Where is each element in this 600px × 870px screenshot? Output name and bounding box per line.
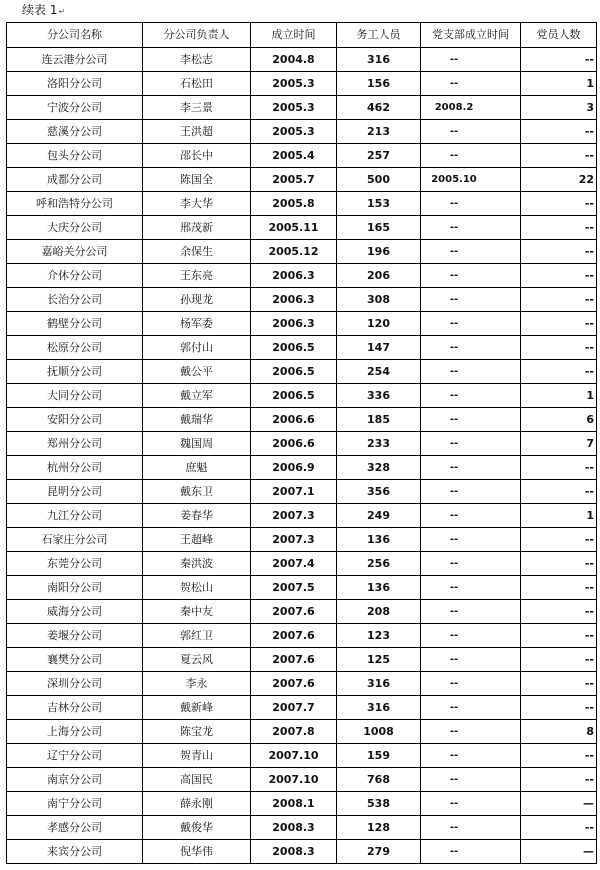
table-row — [7, 816, 597, 840]
cell-party-branch-date — [421, 648, 521, 672]
cell-founded-date: 2005.11 — [251, 216, 337, 240]
cell-party-members: -- — [521, 216, 597, 240]
header-founded-date: 成立时间 — [251, 23, 337, 48]
cell-founded-date: 2007.1 — [251, 480, 337, 504]
cell-party-members: -- — [521, 744, 597, 768]
cell-party-branch-date — [421, 840, 521, 864]
cell-branch-name: 南宁分公司 — [7, 792, 143, 816]
table-row — [7, 264, 597, 288]
cell-manager: 陈国全 — [143, 168, 251, 192]
cell-branch-name: 慈溪分公司 — [7, 120, 143, 144]
cell-manager: 郭红卫 — [143, 624, 251, 648]
party-branch-date-value: -- — [449, 678, 459, 689]
cell-branch-name: 大同分公司 — [7, 384, 143, 408]
table-row — [7, 720, 597, 744]
cell-manager: 杨军委 — [143, 312, 251, 336]
cell-branch-name: 深圳分公司 — [7, 672, 143, 696]
cell-founded-date: 2006.5 — [251, 336, 337, 360]
cell-workers: 206 — [337, 264, 421, 288]
cell-party-branch-date — [421, 792, 521, 816]
cell-founded-date: 2007.3 — [251, 504, 337, 528]
cell-founded-date: 2005.8 — [251, 192, 337, 216]
header-manager: 分公司负责人 — [143, 23, 251, 48]
cell-party-branch-date — [421, 408, 521, 432]
cell-manager: 邢茂新 — [143, 216, 251, 240]
party-branch-date-value: 2008.2 — [434, 102, 474, 113]
cell-party-branch-date — [421, 48, 521, 72]
party-branch-date-value: -- — [449, 294, 459, 305]
party-branch-date-value: -- — [449, 606, 459, 617]
cell-branch-name: 姜堰分公司 — [7, 624, 143, 648]
cell-manager: 戴瑞华 — [143, 408, 251, 432]
table-row — [7, 456, 597, 480]
cell-branch-name: 郑州分公司 — [7, 432, 143, 456]
paragraph-mark-icon: ↵ — [58, 7, 66, 16]
cell-party-branch-date — [421, 744, 521, 768]
party-branch-date-value: -- — [449, 270, 459, 281]
cell-workers: 356 — [337, 480, 421, 504]
cell-branch-name: 介休分公司 — [7, 264, 143, 288]
cell-branch-name: 上海分公司 — [7, 720, 143, 744]
party-branch-date-value: -- — [449, 846, 459, 857]
cell-party-members: -- — [521, 768, 597, 792]
cell-party-members: 1 — [521, 72, 597, 96]
cell-branch-name: 威海分公司 — [7, 600, 143, 624]
table-row — [7, 240, 597, 264]
cell-party-members: 7 — [521, 432, 597, 456]
header-party-branch-date: 党支部成立时间 — [421, 23, 521, 48]
cell-founded-date: 2007.3 — [251, 528, 337, 552]
cell-workers: 308 — [337, 288, 421, 312]
cell-party-branch-date — [421, 336, 521, 360]
table-row — [7, 480, 597, 504]
cell-branch-name: 襄樊分公司 — [7, 648, 143, 672]
cell-founded-date: 2007.6 — [251, 648, 337, 672]
cell-founded-date: 2005.3 — [251, 72, 337, 96]
cell-party-branch-date — [421, 192, 521, 216]
cell-branch-name: 大庆分公司 — [7, 216, 143, 240]
cell-workers: 208 — [337, 600, 421, 624]
cell-party-members: — — [521, 792, 597, 816]
party-branch-date-value: -- — [449, 654, 459, 665]
cell-branch-name: 松原分公司 — [7, 336, 143, 360]
cell-branch-name: 宁波分公司 — [7, 96, 143, 120]
cell-manager: 戴公平 — [143, 360, 251, 384]
cell-manager: 秦洪波 — [143, 552, 251, 576]
cell-founded-date: 2008.3 — [251, 840, 337, 864]
cell-manager: 秦中友 — [143, 600, 251, 624]
cell-branch-name: 长治分公司 — [7, 288, 143, 312]
cell-party-branch-date — [421, 576, 521, 600]
cell-workers: 500 — [337, 168, 421, 192]
cell-workers: 538 — [337, 792, 421, 816]
cell-branch-name: 石家庄分公司 — [7, 528, 143, 552]
cell-founded-date: 2007.8 — [251, 720, 337, 744]
cell-party-members: -- — [521, 672, 597, 696]
cell-party-members: 8 — [521, 720, 597, 744]
table-row — [7, 120, 597, 144]
cell-branch-name: 九江分公司 — [7, 504, 143, 528]
cell-party-members: -- — [521, 264, 597, 288]
cell-party-branch-date — [421, 504, 521, 528]
cell-workers: 185 — [337, 408, 421, 432]
party-branch-date-value: -- — [449, 246, 459, 257]
cell-manager: 魏国周 — [143, 432, 251, 456]
party-branch-date-value: -- — [449, 486, 459, 497]
cell-founded-date: 2005.12 — [251, 240, 337, 264]
cell-manager: 李松志 — [143, 48, 251, 72]
cell-workers: 279 — [337, 840, 421, 864]
cell-party-branch-date — [421, 720, 521, 744]
header-party-members: 党员人数 — [521, 23, 597, 48]
cell-founded-date: 2006.6 — [251, 432, 337, 456]
header-workers: 务工人员 — [337, 23, 421, 48]
cell-party-branch-date — [421, 816, 521, 840]
cell-manager: 戴俊华 — [143, 816, 251, 840]
party-branch-date-value: -- — [449, 510, 459, 521]
cell-founded-date: 2007.6 — [251, 624, 337, 648]
cell-manager: 邵长中 — [143, 144, 251, 168]
cell-branch-name: 昆明分公司 — [7, 480, 143, 504]
cell-party-branch-date — [421, 288, 521, 312]
cell-party-members: — — [521, 840, 597, 864]
party-branch-date-value: -- — [449, 198, 459, 209]
table-row — [7, 288, 597, 312]
cell-founded-date: 2005.4 — [251, 144, 337, 168]
cell-party-members: -- — [521, 312, 597, 336]
party-branch-date-value: -- — [449, 534, 459, 545]
cell-party-branch-date — [421, 624, 521, 648]
cell-party-members: -- — [521, 288, 597, 312]
cell-manager: 戴新峰 — [143, 696, 251, 720]
party-branch-date-value: -- — [449, 558, 459, 569]
cell-manager: 姜春华 — [143, 504, 251, 528]
table-row — [7, 504, 597, 528]
cell-workers: 156 — [337, 72, 421, 96]
cell-party-members: 1 — [521, 504, 597, 528]
cell-founded-date: 2007.6 — [251, 600, 337, 624]
party-branch-date-value: -- — [449, 702, 459, 713]
party-branch-date-value: -- — [449, 822, 459, 833]
party-branch-date-value: -- — [449, 582, 459, 593]
party-branch-date-value: -- — [449, 342, 459, 353]
cell-founded-date: 2006.5 — [251, 384, 337, 408]
cell-party-members: -- — [521, 144, 597, 168]
party-branch-date-value: -- — [449, 630, 459, 641]
cell-workers: 136 — [337, 528, 421, 552]
table-row — [7, 624, 597, 648]
party-branch-date-value: -- — [449, 222, 459, 233]
cell-manager: 贺青山 — [143, 744, 251, 768]
party-branch-date-value: -- — [449, 462, 459, 473]
cell-party-branch-date — [421, 552, 521, 576]
cell-party-branch-date — [421, 672, 521, 696]
cell-founded-date: 2006.3 — [251, 288, 337, 312]
party-branch-date-value: -- — [449, 54, 459, 65]
cell-party-members: 6 — [521, 408, 597, 432]
party-branch-date-value: -- — [449, 438, 459, 449]
cell-manager: 戴东卫 — [143, 480, 251, 504]
cell-manager: 倪华伟 — [143, 840, 251, 864]
cell-party-branch-date — [421, 696, 521, 720]
cell-party-branch-date — [421, 360, 521, 384]
cell-founded-date: 2005.7 — [251, 168, 337, 192]
table-row — [7, 168, 597, 192]
table-row — [7, 792, 597, 816]
table-row — [7, 144, 597, 168]
cell-founded-date: 2007.5 — [251, 576, 337, 600]
table-row — [7, 360, 597, 384]
cell-branch-name: 连云港分公司 — [7, 48, 143, 72]
cell-manager: 高国民 — [143, 768, 251, 792]
cell-workers: 336 — [337, 384, 421, 408]
cell-branch-name: 孝感分公司 — [7, 816, 143, 840]
table-row — [7, 432, 597, 456]
cell-workers: 128 — [337, 816, 421, 840]
table-row — [7, 408, 597, 432]
cell-party-members: -- — [521, 648, 597, 672]
party-branch-date-value: -- — [449, 78, 459, 89]
party-branch-date-value: -- — [449, 726, 459, 737]
cell-party-branch-date — [421, 528, 521, 552]
cell-party-branch-date — [421, 312, 521, 336]
cell-workers: 328 — [337, 456, 421, 480]
cell-founded-date: 2004.8 — [251, 48, 337, 72]
cell-party-branch-date — [421, 120, 521, 144]
cell-founded-date: 2007.4 — [251, 552, 337, 576]
cell-workers: 196 — [337, 240, 421, 264]
party-branch-date-value: -- — [449, 318, 459, 329]
cell-founded-date: 2006.3 — [251, 312, 337, 336]
cell-party-members: -- — [521, 192, 597, 216]
cell-workers: 1008 — [337, 720, 421, 744]
cell-party-members: -- — [521, 816, 597, 840]
table-row — [7, 192, 597, 216]
cell-workers: 254 — [337, 360, 421, 384]
header-row — [7, 23, 597, 48]
cell-party-members: -- — [521, 456, 597, 480]
cell-founded-date: 2007.10 — [251, 744, 337, 768]
cell-founded-date: 2005.3 — [251, 120, 337, 144]
cell-founded-date: 2006.3 — [251, 264, 337, 288]
cell-workers: 159 — [337, 744, 421, 768]
cell-workers: 768 — [337, 768, 421, 792]
cell-manager: 夏云风 — [143, 648, 251, 672]
cell-party-branch-date — [421, 456, 521, 480]
cell-party-branch-date — [421, 216, 521, 240]
table-row — [7, 672, 597, 696]
cell-party-branch-date — [421, 168, 521, 192]
cell-workers: 233 — [337, 432, 421, 456]
cell-workers: 316 — [337, 672, 421, 696]
cell-workers: 123 — [337, 624, 421, 648]
cell-manager: 庶魁 — [143, 456, 251, 480]
cell-manager: 王洪超 — [143, 120, 251, 144]
cell-party-branch-date — [421, 600, 521, 624]
table-row — [7, 48, 597, 72]
cell-party-branch-date — [421, 72, 521, 96]
cell-branch-name: 抚顺分公司 — [7, 360, 143, 384]
table-row — [7, 696, 597, 720]
cell-manager: 郭付山 — [143, 336, 251, 360]
cell-founded-date: 2005.3 — [251, 96, 337, 120]
cell-workers: 136 — [337, 576, 421, 600]
cell-party-branch-date — [421, 96, 521, 120]
cell-workers: 153 — [337, 192, 421, 216]
cell-branch-name: 呼和浩特分公司 — [7, 192, 143, 216]
party-branch-date-value: -- — [449, 774, 459, 785]
cell-workers: 316 — [337, 48, 421, 72]
cell-branch-name: 来宾分公司 — [7, 840, 143, 864]
cell-workers: 462 — [337, 96, 421, 120]
cell-manager: 贺松山 — [143, 576, 251, 600]
table-row — [7, 552, 597, 576]
cell-party-members: 1 — [521, 384, 597, 408]
cell-branch-name: 杭州分公司 — [7, 456, 143, 480]
party-branch-date-value: -- — [449, 150, 459, 161]
cell-branch-name: 南阳分公司 — [7, 576, 143, 600]
cell-workers: 213 — [337, 120, 421, 144]
cell-manager: 薛永刚 — [143, 792, 251, 816]
cell-branch-name: 洛阳分公司 — [7, 72, 143, 96]
table-row — [7, 528, 597, 552]
table-row — [7, 384, 597, 408]
party-branch-date-value: -- — [449, 126, 459, 137]
table-row — [7, 72, 597, 96]
cell-founded-date: 2008.3 — [251, 816, 337, 840]
cell-branch-name: 辽宁分公司 — [7, 744, 143, 768]
cell-founded-date: 2006.9 — [251, 456, 337, 480]
cell-party-members: -- — [521, 600, 597, 624]
caption-text: 续表 1 — [22, 3, 58, 17]
cell-founded-date: 2007.7 — [251, 696, 337, 720]
cell-party-members: -- — [521, 48, 597, 72]
cell-manager: 李大华 — [143, 192, 251, 216]
cell-party-members: -- — [521, 696, 597, 720]
cell-branch-name: 南京分公司 — [7, 768, 143, 792]
cell-manager: 李三景 — [143, 96, 251, 120]
cell-branch-name: 东莞分公司 — [7, 552, 143, 576]
cell-branch-name: 嘉峪关分公司 — [7, 240, 143, 264]
cell-founded-date: 2007.6 — [251, 672, 337, 696]
table-row — [7, 576, 597, 600]
cell-party-members: -- — [521, 360, 597, 384]
table-row — [7, 744, 597, 768]
cell-workers: 256 — [337, 552, 421, 576]
cell-workers: 316 — [337, 696, 421, 720]
cell-party-members: -- — [521, 552, 597, 576]
cell-workers: 125 — [337, 648, 421, 672]
cell-party-members: -- — [521, 336, 597, 360]
cell-branch-name: 吉林分公司 — [7, 696, 143, 720]
cell-manager: 石松田 — [143, 72, 251, 96]
party-branch-date-value: -- — [449, 414, 459, 425]
cell-party-branch-date — [421, 264, 521, 288]
cell-party-members: -- — [521, 240, 597, 264]
cell-manager: 孙现龙 — [143, 288, 251, 312]
cell-manager: 李永 — [143, 672, 251, 696]
cell-founded-date: 2006.6 — [251, 408, 337, 432]
table-row — [7, 312, 597, 336]
cell-party-members: -- — [521, 120, 597, 144]
table-row — [7, 840, 597, 864]
header-branch-name: 分公司名称 — [7, 23, 143, 48]
cell-branch-name: 安阳分公司 — [7, 408, 143, 432]
cell-party-branch-date — [421, 480, 521, 504]
cell-founded-date: 2008.1 — [251, 792, 337, 816]
cell-branch-name: 鹤壁分公司 — [7, 312, 143, 336]
cell-manager: 王东亮 — [143, 264, 251, 288]
party-branch-date-value: 2005.10 — [431, 174, 477, 185]
cell-workers: 147 — [337, 336, 421, 360]
table-row — [7, 216, 597, 240]
party-branch-date-value: -- — [449, 390, 459, 401]
cell-party-members: -- — [521, 480, 597, 504]
cell-party-branch-date — [421, 240, 521, 264]
cell-manager: 余保生 — [143, 240, 251, 264]
table-row — [7, 600, 597, 624]
cell-founded-date: 2006.5 — [251, 360, 337, 384]
cell-manager: 陈宝龙 — [143, 720, 251, 744]
table-row — [7, 96, 597, 120]
cell-branch-name: 成都分公司 — [7, 168, 143, 192]
cell-party-branch-date — [421, 768, 521, 792]
cell-workers: 249 — [337, 504, 421, 528]
cell-manager: 王超峰 — [143, 528, 251, 552]
table-row — [7, 768, 597, 792]
cell-workers: 120 — [337, 312, 421, 336]
cell-party-members: -- — [521, 576, 597, 600]
table-row — [7, 648, 597, 672]
cell-branch-name: 包头分公司 — [7, 144, 143, 168]
cell-party-branch-date — [421, 144, 521, 168]
cell-workers: 257 — [337, 144, 421, 168]
cell-party-members: 3 — [521, 96, 597, 120]
table-row — [7, 336, 597, 360]
cell-party-members: 22 — [521, 168, 597, 192]
cell-workers: 165 — [337, 216, 421, 240]
cell-party-branch-date — [421, 432, 521, 456]
party-branch-date-value: -- — [449, 366, 459, 377]
cell-party-members: -- — [521, 528, 597, 552]
cell-founded-date: 2007.10 — [251, 768, 337, 792]
party-branch-date-value: -- — [449, 750, 459, 761]
cell-manager: 戴立军 — [143, 384, 251, 408]
table-caption — [22, 2, 65, 20]
cell-party-members: -- — [521, 624, 597, 648]
branch-table — [6, 22, 597, 864]
cell-party-branch-date — [421, 384, 521, 408]
party-branch-date-value: -- — [449, 798, 459, 809]
